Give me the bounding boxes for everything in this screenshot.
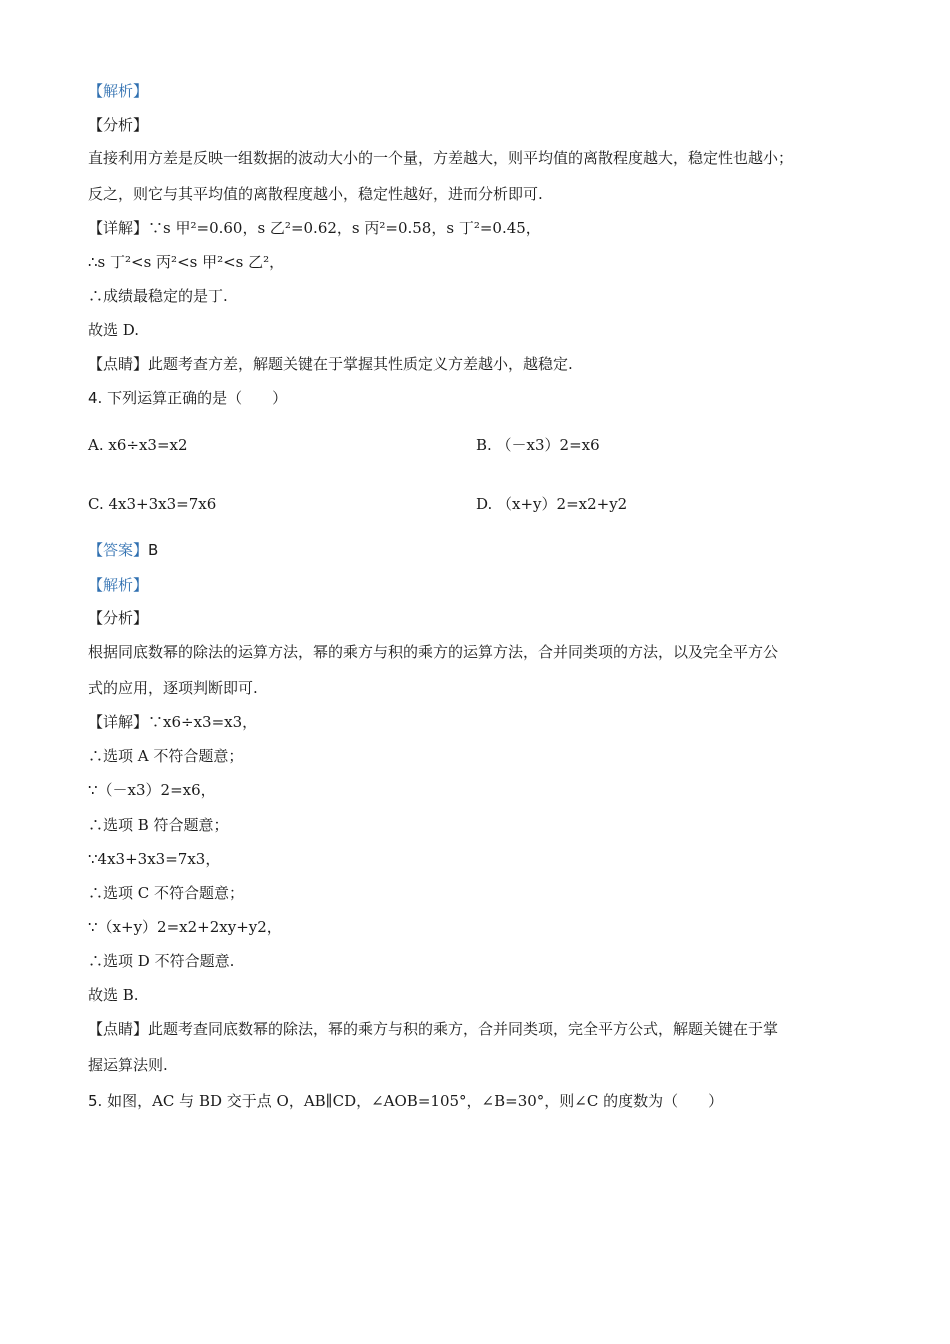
step-line: ∴选项 B 符合题意； <box>88 816 229 834</box>
option-a: A. x6÷x3=x2 <box>88 436 188 454</box>
step-line: ∴选项 C 不符合题意； <box>88 884 245 902</box>
comment-label: 【点睛】 <box>88 1020 149 1038</box>
question-text: 如图，AC 与 BD 交于点 O，AB∥CD，∠AOB=105°，∠B=30°，则∠C 的度数为（ ） <box>107 1092 724 1110</box>
answer-value: B <box>148 541 159 559</box>
jiexi-label-1: 【解析】 <box>88 82 149 100</box>
question-4-stem <box>88 387 287 409</box>
analysis-line: 式的应用，逐项判断即可. <box>88 679 258 697</box>
comment-line-2: 握运算法则. <box>88 1056 168 1074</box>
jiexi-label-2: 【解析】 <box>88 576 149 594</box>
answer-line <box>88 539 158 561</box>
comment-text: 此题考查方差，解题关键在于掌握其性质定义方差越小，越稳定. <box>148 355 573 373</box>
step-line: ∴选项 A 不符合题意； <box>88 747 244 765</box>
question-number: 4. <box>88 389 103 407</box>
question-5-stem <box>88 1090 723 1112</box>
choose-line: 故选 B. <box>88 986 139 1004</box>
step-line: ∵4x3+3x3=7x3， <box>88 850 221 868</box>
option-b: B. （－x3）2=x6 <box>476 436 600 454</box>
step-line <box>88 711 257 733</box>
question-text: 下列运算正确的是（ ） <box>107 389 288 407</box>
option-c: C. 4x3+3x3=7x6 <box>88 495 217 513</box>
analysis-line: 根据同底数幂的除法的运算方法，幂的乘方与积的乘方的运算方法，合并同类项的方法，以及完全平方公 <box>88 643 779 661</box>
detail-text: ∵s 甲²=0.60，s 乙²=0.62，s 丙²=0.58，s 丁²=0.45， <box>148 219 541 237</box>
step-line: ∵（x+y）2=x2+2xy+y2， <box>88 918 282 936</box>
detail-line-3: ∴成绩最稳定的是丁. <box>88 287 228 305</box>
analysis-line: 直接利用方差是反映一组数据的波动大小的一个量，方差越大，则平均值的离散程度越大，稳定性也越小； <box>88 149 794 167</box>
detail-label: 【详解】 <box>88 713 149 731</box>
comment-text: 此题考查同底数幂的除法，幂的乘方与积的乘方，合并同类项，完全平方公式，解题关键在于掌 <box>148 1020 779 1038</box>
comment-line <box>88 1018 778 1040</box>
question-number: 5. <box>88 1092 103 1110</box>
choose-line: 故选 D. <box>88 321 140 339</box>
fenxi-label-1: 【分析】 <box>88 116 149 134</box>
detail-label: 【详解】 <box>88 219 149 237</box>
step-line: ∵（－x3）2=x6， <box>88 781 216 799</box>
analysis-line: 反之，则它与其平均值的离散程度越小，稳定性越好，进而分析即可. <box>88 185 543 203</box>
fenxi-label-2: 【分析】 <box>88 609 149 627</box>
answer-label: 【答案】 <box>88 541 149 559</box>
step-line: ∴选项 D 不符合题意. <box>88 952 235 970</box>
comment-label: 【点睛】 <box>88 355 149 373</box>
comment-line <box>88 353 573 375</box>
option-d: D. （x+y）2=x2+y2 <box>476 495 628 513</box>
detail-line-1 <box>88 217 541 239</box>
step-text: ∵x6÷x3=x3， <box>148 713 258 731</box>
detail-line-2: ∴s 丁²<s 丙²<s 甲²<s 乙²， <box>88 253 285 271</box>
